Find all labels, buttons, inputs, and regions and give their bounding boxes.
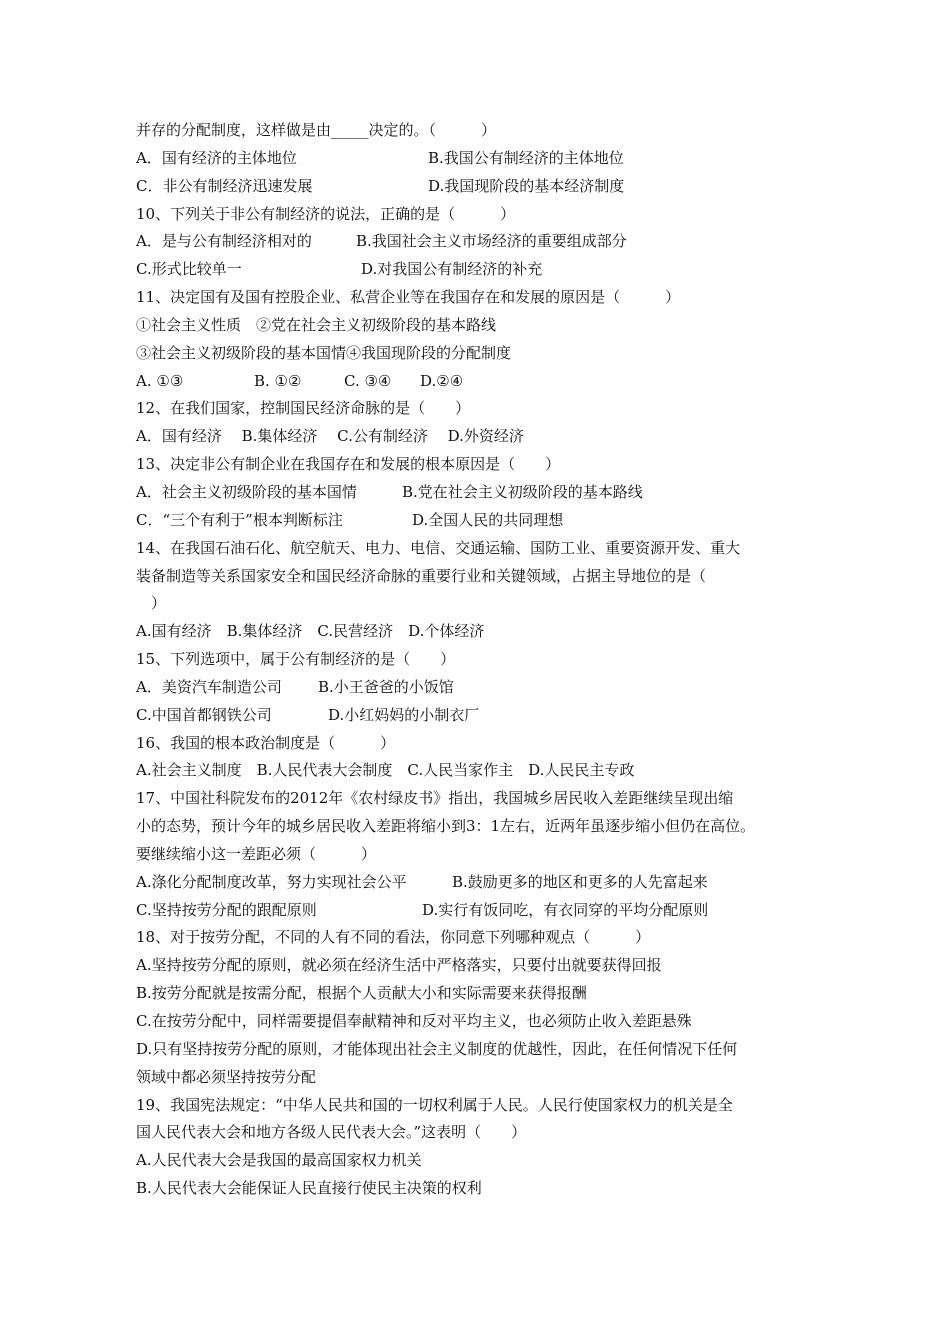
- q10-option-d: D.对我国公有制经济的补充: [361, 260, 543, 279]
- q15-option-b: B.小王爸爸的小饭馆: [318, 677, 454, 696]
- q19-stem-line-1: 19、我国宪法规定：“中华人民共和国的一切权利属于人民。人民行使国家权力的机关是全: [136, 1095, 733, 1114]
- q17-stem-line-2: 小的态势，预计今年的城乡居民收入差距将缩小到3：1左右，近两年虽逐步缩小但仍在高位。: [136, 817, 756, 836]
- q18-option-c: C.在按劳分配中，同样需要提倡奉献精神和反对平均主义，也必须防止收入差距悬殊: [136, 1012, 692, 1030]
- q11-option-d: D.②④: [420, 371, 464, 390]
- q15-options-row-1: [136, 674, 826, 702]
- q19-option-b: B.人民代表大会能保证人民直接行使民主决策的权利: [136, 1179, 482, 1198]
- q17-stem-line-1: 17、中国社科院发布的2012年《农村绿皮书》指出，我国城乡居民收入差距继续呈现出缩: [136, 789, 734, 808]
- q13-options-row-2: [136, 507, 826, 535]
- q17-option-b: B.鼓励更多的地区和更多的人先富起来: [452, 872, 708, 891]
- q10-option-a: A．是与公有制经济相对的: [136, 232, 312, 251]
- q19-stem-line-2: 国人民代表大会和地方各级人民代表大会。”这表明（ ）: [136, 1123, 527, 1142]
- q14-stem-line-2: 装备制造等关系国家安全和国民经济命脉的重要行业和关键领域，占据主导地位的是（: [136, 566, 707, 585]
- q15-stem: 15、下列选项中，属于公有制经济的是（ ）: [136, 650, 456, 669]
- q14-stem-line-1: 14、在我国石油石化、航空航天、电力、电信、交通运输、国防工业、重要资源开发、重大: [136, 538, 741, 557]
- q17-option-d: D.实行有饭同吃，有衣同穿的平均分配原则: [422, 900, 709, 919]
- q12-stem: 12、在我们国家，控制国民经济命脉的是（ ）: [136, 399, 471, 418]
- q18-option-b: B.按劳分配就是按需分配，根据个人贡献大小和实际需要来获得报酬: [136, 984, 587, 1003]
- q17-options-row-2: [136, 897, 826, 925]
- q11-option-b: B. ①②: [254, 371, 302, 390]
- question-list: [136, 117, 826, 1203]
- q10-options-row-2: [136, 256, 826, 284]
- q16-stem: 16、我国的根本政治制度是（ ）: [136, 733, 396, 752]
- q13-option-b: B.党在社会主义初级阶段的基本路线: [402, 482, 643, 501]
- q17-option-a: A.涤化分配制度改革，努力实现社会公平: [136, 872, 407, 891]
- q19-option-a: A.人民代表大会是我国的最高国家权力机关: [136, 1151, 422, 1170]
- q13-option-d: D.全国人民的共同理想: [412, 510, 564, 529]
- q14-options: A.国有经济 B.集体经济 C.民营经济 D.个体经济: [136, 622, 485, 641]
- intro-options-row-2: [136, 173, 826, 201]
- q18-stem: 18、对于按劳分配，不同的人有不同的看法，你同意下列哪种观点（ ）: [136, 928, 651, 947]
- q11-item-2: ③社会主义初级阶段的基本国情④我国现阶段的分配制度: [136, 343, 512, 362]
- q16-options: A.社会主义制度 B.人民代表大会制度 C.人民当家作主 D.人民民主专政: [136, 761, 635, 780]
- q15-options-row-2: [136, 702, 826, 730]
- q12-options: A．国有经济 B.集体经济 C.公有制经济 D.外资经济: [136, 427, 524, 446]
- q10-option-c: C.形式比较单一: [136, 260, 242, 279]
- intro-option-d: D.我国现阶段的基本经济制度: [428, 176, 625, 195]
- q14-stem-line-3: ）: [136, 594, 167, 613]
- q13-stem: 13、决定非公有制企业在我国存在和发展的根本原因是（ ）: [136, 455, 561, 474]
- q13-options-row-1: [136, 479, 826, 507]
- q15-option-d: D.小红妈妈的小制衣厂: [328, 705, 480, 724]
- intro-line: 并存的分配制度，这样做是由_____决定的。（ ）: [136, 121, 497, 139]
- q10-option-b: B.我国社会主义市场经济的重要组成部分: [356, 232, 627, 251]
- q10-options-row-1: [136, 228, 826, 256]
- q15-option-c: C.中国首都钢铁公司: [136, 705, 272, 724]
- q17-options-row-1: [136, 869, 826, 897]
- q10-stem: 10、下列关于非公有制经济的说法，正确的是（ ）: [136, 204, 516, 223]
- intro-options-row-1: [136, 145, 826, 173]
- q15-option-a: A．美资汽车制造公司: [136, 677, 282, 696]
- q18-option-a: A.坚持按劳分配的原则，就必须在经济生活中严格落实，只要付出就要获得回报: [136, 956, 662, 975]
- q18-option-d-line-1: D.只有坚持按劳分配的原则，才能体现出社会主义制度的优越性，因此，在任何情况下任何: [136, 1039, 738, 1058]
- intro-option-b: B.我国公有制经济的主体地位: [428, 148, 624, 167]
- q11-option-a: A. ①③: [136, 371, 184, 390]
- intro-option-c: C．非公有制经济迅速发展: [136, 176, 313, 195]
- q17-option-c: C.坚持按劳分配的跟配原则: [136, 900, 317, 919]
- q11-stem: 11、决定国有及国有控股企业、私营企业等在我国存在和发展的原因是（ ）: [136, 288, 681, 307]
- q18-option-d-line-2: 领域中都必须坚持按劳分配: [136, 1067, 317, 1086]
- q13-option-a: A．社会主义初级阶段的基本国情: [136, 482, 357, 501]
- q11-option-c: C. ③④: [344, 371, 392, 390]
- q11-item-1: ①社会主义性质 ②党在社会主义初级阶段的基本路线: [136, 315, 497, 334]
- q13-option-c: C．“三个有利于”根本判断标注: [136, 510, 343, 529]
- intro-option-a: A．国有经济的主体地位: [136, 148, 297, 167]
- q11-options-row: [136, 368, 826, 396]
- q17-stem-line-3: 要继续缩小这一差距必须（ ）: [136, 844, 377, 863]
